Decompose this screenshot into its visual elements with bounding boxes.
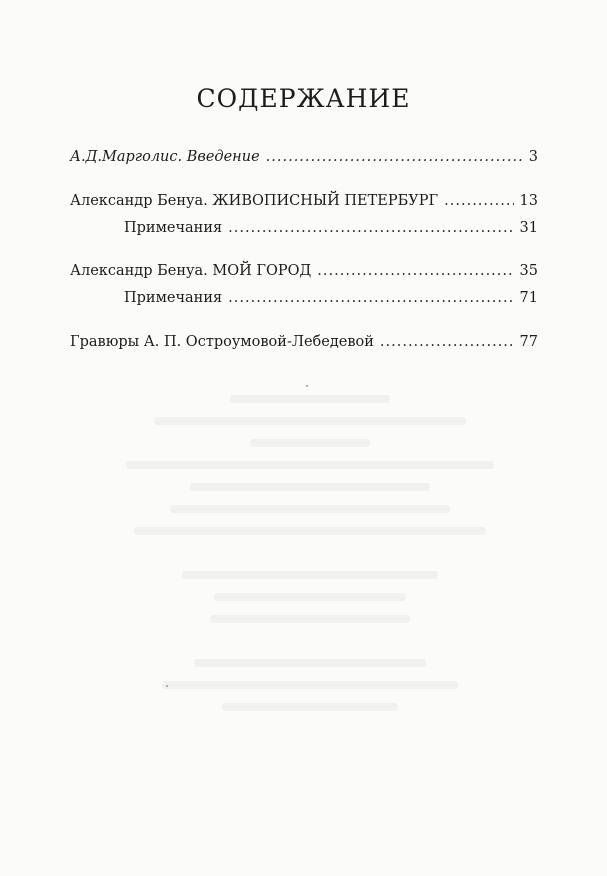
leader-dots [444, 192, 513, 210]
leader-dots [228, 289, 513, 307]
toc-entry[interactable] [70, 333, 538, 351]
toc-entry-label: А.Д.Марголис. Введение [70, 149, 260, 165]
paper-speck [166, 685, 168, 687]
paper-speck [306, 385, 308, 387]
toc-entry-page: 3 [528, 149, 538, 165]
toc-entry-label: Примечания [124, 290, 223, 306]
leader-dots [228, 219, 513, 237]
leader-dots [317, 262, 513, 280]
page-title: СОДЕРЖАНИЕ [196, 84, 411, 113]
toc-entry-page: 31 [519, 220, 538, 236]
toc-subentry[interactable] [124, 289, 538, 307]
leader-dots [380, 333, 514, 351]
toc-entry-page: 71 [519, 290, 538, 306]
show-through-text [110, 395, 510, 735]
toc-entry[interactable] [70, 148, 538, 166]
toc-entry-label: Александр Бенуа. МОЙ ГОРОД [70, 263, 312, 279]
toc-entry-page: 35 [519, 263, 538, 279]
toc-entry[interactable] [70, 192, 538, 210]
toc-entry-page: 77 [519, 334, 538, 350]
toc-entry-label: Александр Бенуа. ЖИВОПИСНЫЙ ПЕТЕРБУРГ [70, 193, 439, 209]
toc-entry[interactable] [70, 262, 538, 280]
toc-entry-label: Гравюры А. П. Остроумовой-Лебедевой [70, 334, 374, 350]
leader-dots [266, 148, 523, 166]
toc-entry-label: Примечания [124, 220, 223, 236]
toc-entry-page: 13 [519, 193, 538, 209]
toc-subentry[interactable] [124, 219, 538, 237]
